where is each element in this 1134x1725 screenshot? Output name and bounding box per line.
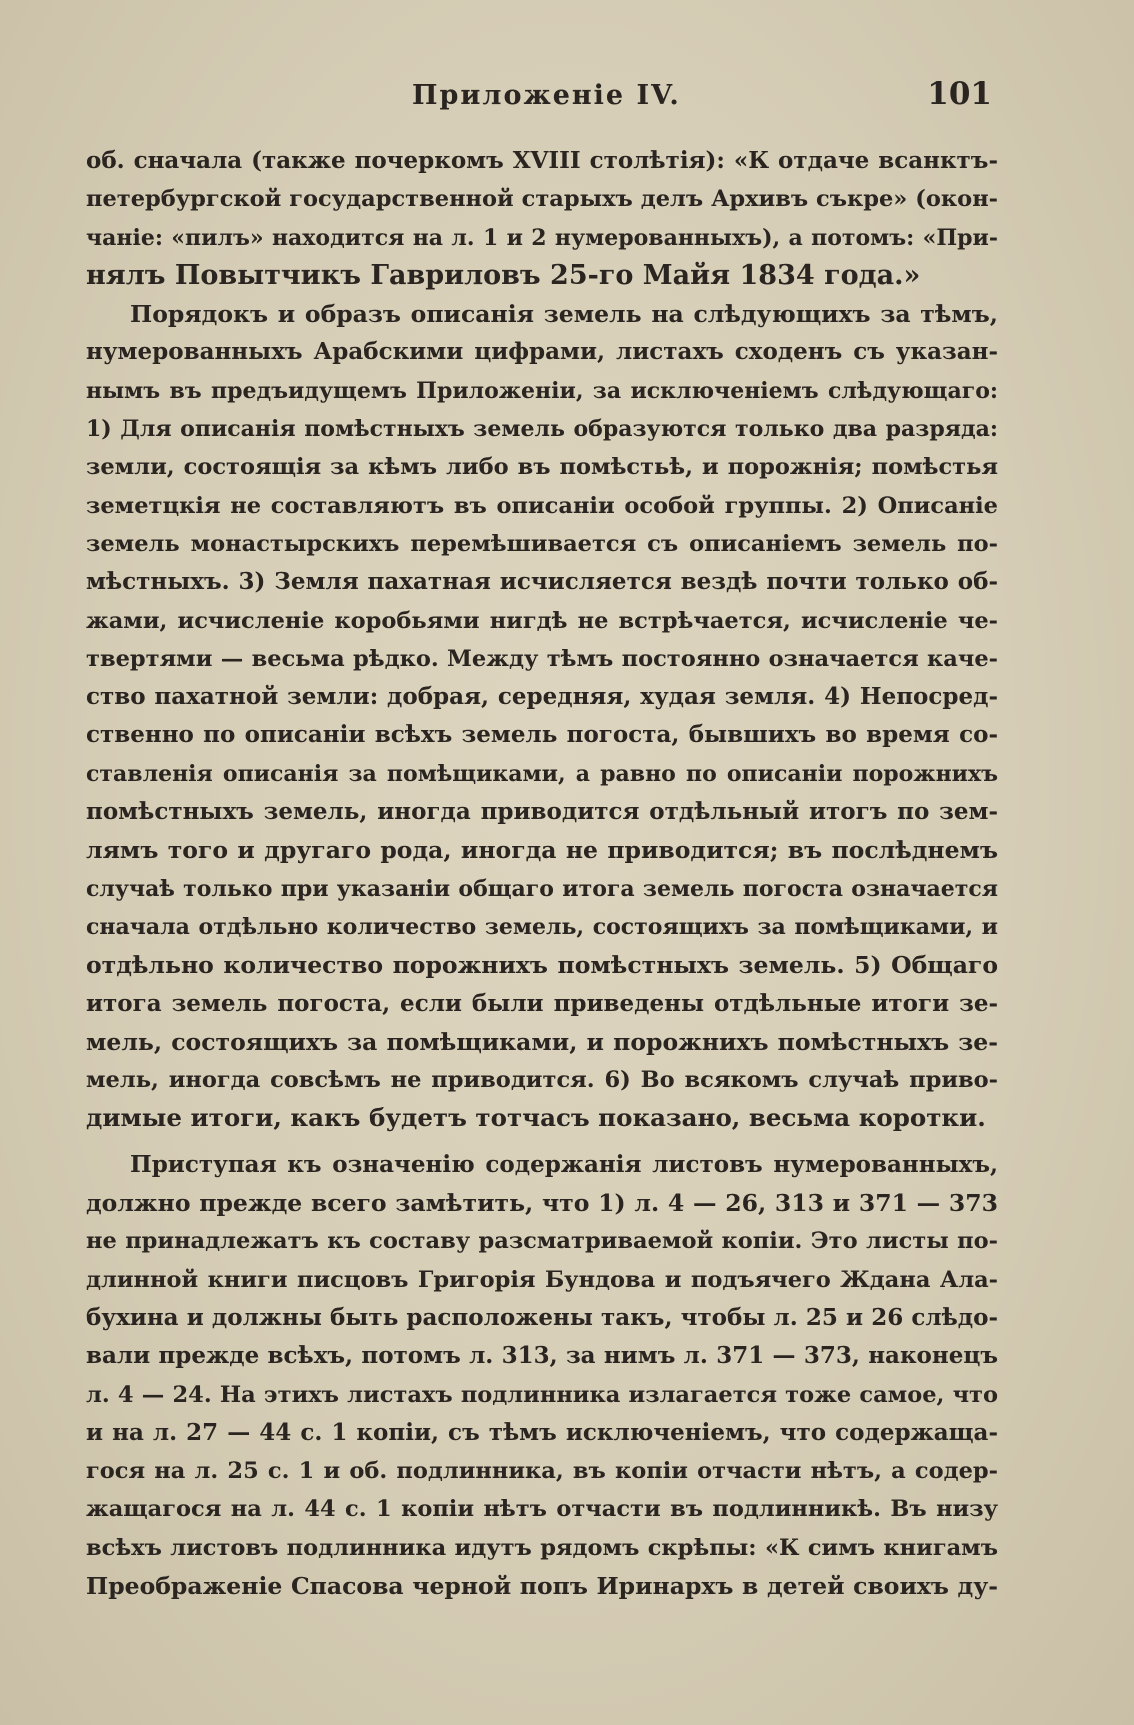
text-line: петербургской государственной старыхъ делъ Архивъ съкре» (окон- (86, 186, 998, 213)
text-line: отдѣльно количество порожнихъ помѣстныхъ земель. 5) Общаго (86, 951, 998, 980)
paragraph-2 (86, 295, 998, 1138)
text-line: мель, состоящихъ за помѣщиками, и порожнихъ помѣстныхъ зе- (86, 1027, 998, 1056)
text-line: ставленія описанія за помѣщиками, а равно по описаніи порожнихъ (86, 760, 998, 787)
text-line: земли, состоящія за кѣмъ либо въ помѣстьѣ, и порожнія; помѣстья (86, 454, 998, 481)
text-line: земель монастырскихъ перемѣшивается съ описаніемъ земель по- (86, 530, 998, 557)
text-line: об. сначала (также почеркомъ XVIII столѣтія): «К отдаче всанктъ- (86, 147, 998, 174)
text-line: итога земель погоста, если были приведены отдѣльные итоги зе- (86, 989, 998, 1017)
text-line: твертями — весьма рѣдко. Между тѣмъ постоянно означается каче- (86, 645, 998, 672)
text-line: нялъ Повытчикъ Гавриловъ 25-го Майя 1834 года.» (86, 259, 921, 291)
text-line: не принадлежатъ къ составу разсматриваемой копіи. Это листы по- (86, 1228, 998, 1255)
text-line: Преображенiе Спасова черной попъ Иринархъ в детей своихъ ду- (86, 1571, 998, 1600)
text-line: нымъ въ предъидущемъ Приложеніи, за исключеніемъ слѣдующаго: (86, 377, 998, 404)
page-header (86, 76, 998, 120)
text-line: ство пахатной земли: добрая, середняя, худая земля. 4) Непосред- (86, 683, 998, 711)
paragraph-gap (86, 1138, 998, 1146)
text-line: всѣхъ листовъ подлинника идутъ рядомъ скрѣпы: «К симъ книгамъ (86, 1534, 998, 1561)
text-line: гося на л. 25 с. 1 и об. подлинника, въ копіи отчасти нѣтъ, а содер- (86, 1458, 998, 1485)
text-line: лямъ того и другаго рода, иногда не приводится; въ послѣднемъ (86, 836, 998, 865)
text-line: длинной книги писцовъ Григорія Бундова и подъячего Ждана Ала- (86, 1266, 998, 1293)
page-number: 101 (927, 76, 992, 112)
text-line: Порядокъ и образъ описанія земель на слѣдующихъ за тѣмъ, (130, 300, 998, 329)
text-line: чаніе: «пилъ» находится на л. 1 и 2 нумерованныхъ), а потомъ: «При- (86, 224, 998, 251)
text-line: мель, иногда совсѣмъ не приводится. 6) Во всякомъ случаѣ приво- (86, 1067, 998, 1094)
text-line: димые итоги, какъ будетъ тотчасъ показано, весьма коротки. (86, 1103, 986, 1133)
text-line: Приступая къ означенію содержанія листовъ нумерованныхъ, (130, 1150, 998, 1178)
text-line: 1) Для описанія помѣстныхъ земель образуются только два разряда: (86, 416, 998, 443)
running-title: Приложеніе IV. (412, 80, 681, 111)
text-line: ственно по описаніи всѣхъ земель погоста, бывшихъ во время со- (86, 721, 998, 749)
text-line: мѣстныхъ. 3) Земля пахатная исчисляется вездѣ почти только об- (86, 568, 998, 596)
text-line: земетцкія не составляютъ въ описаніи особой группы. 2) Описаніе (86, 492, 998, 519)
text-line: вали прежде всѣхъ, потомъ л. 313, за нимъ л. 371 — 373, наконецъ (86, 1342, 998, 1370)
text-line: нумерованныхъ Арабскими цифрами, листахъ сходенъ съ указан- (86, 338, 998, 366)
text-line: л. 4 — 24. На этихъ листахъ подлинника излагается тоже самое, что (86, 1381, 998, 1408)
paragraph-1 (86, 142, 998, 295)
text-line: должно прежде всего замѣтить, что 1) л. 4 — 26, 313 и 371 — 373 (86, 1189, 998, 1218)
text-line: жащагося на л. 44 с. 1 копіи нѣтъ отчасти въ подлинникѣ. Въ низу (86, 1496, 998, 1523)
text-line: жами, исчисленіе коробьями нигдѣ не встрѣчается, исчисленіе че- (86, 607, 998, 634)
text-line: и на л. 27 — 44 с. 1 копіи, съ тѣмъ исключеніемъ, что содержаща- (86, 1418, 998, 1446)
paragraph-3 (86, 1146, 998, 1606)
text-line: бухина и должны быть расположены такъ, чтобы л. 25 и 26 слѣдо- (86, 1303, 998, 1331)
text-line: случаѣ только при указаніи общаго итога земель погоста означается (86, 875, 998, 902)
body-text (86, 142, 998, 1605)
text-line: помѣстныхъ земель, иногда приводится отдѣльный итогъ по зем- (86, 798, 998, 826)
text-line: сначала отдѣльно количество земель, состоящихъ за помѣщиками, и (86, 913, 998, 940)
